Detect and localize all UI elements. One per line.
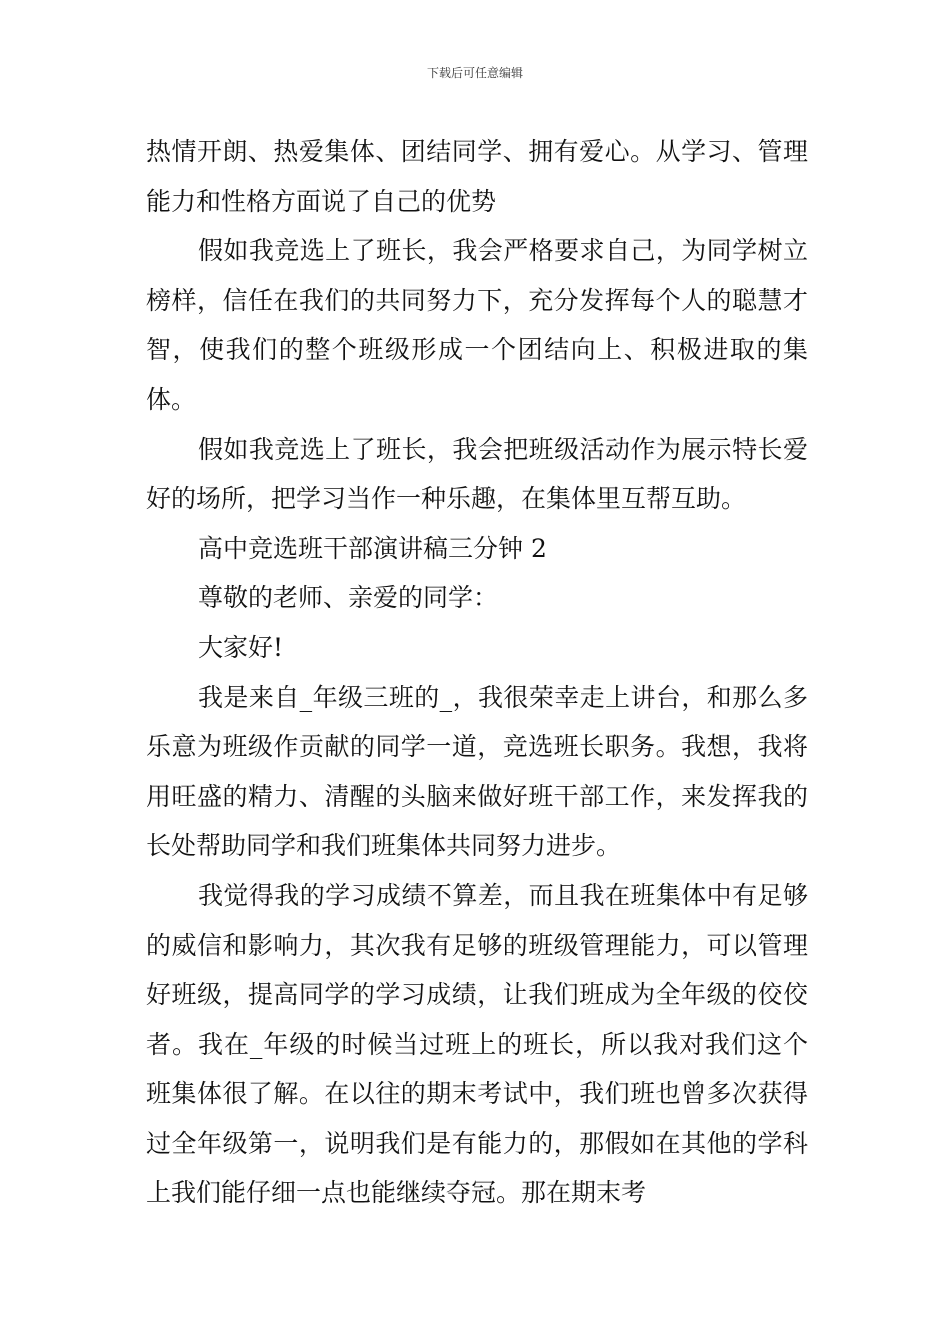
paragraph: 假如我竞选上了班长，我会把班级活动作为展示特长爱好的场所，把学习当作一种乐趣，在集体里互帮互助。: [146, 434, 808, 514]
section-title: 高中竞选班干部演讲稿三分钟 2: [198, 533, 547, 563]
document-body: [146, 127, 808, 1218]
paragraph: 我觉得我的学习成绩不算差，而且我在班集体中有足够的威信和影响力，其次我有足够的班级管理能力，可以管理好班级，提高同学的学习成绩，让我们班成为全年级的佼佼者。我在_年级的时候当过班上的班长，所以我对我们这个班集体很了解。在以往的期末考试中，我们班也曾多次获得过全年级第一，说明我们是有能力的，那假如在其他的学科上我们能仔细一点也能继续夺冠。那在期末考: [146, 880, 808, 1208]
greeting: 大家好!: [198, 632, 284, 662]
page-header: 下载后可任意编辑: [426, 66, 523, 80]
paragraph: 假如我竞选上了班长，我会严格要求自己，为同学树立榜样，信任在我们的共同努力下，充分发挥每个人的聪慧才智，使我们的整个班级形成一个团结向上、积极进取的集体。: [146, 236, 808, 414]
paragraph: 我是来自_年级三班的_，我很荣幸走上讲台，和那么多乐意为班级作贡献的同学一道，竞选班长职务。我想，我将用旺盛的精力、清醒的头脑来做好班干部工作，来发挥我的长处帮助同学和我们班集体共同努力进步。: [146, 682, 808, 861]
salutation: 尊敬的老师、亲爱的同学：: [198, 583, 499, 613]
paragraph: 热情开朗、热爱集体、团结同学、拥有爱心。从学习、管理能力和性格方面说了自己的优势: [146, 137, 808, 216]
